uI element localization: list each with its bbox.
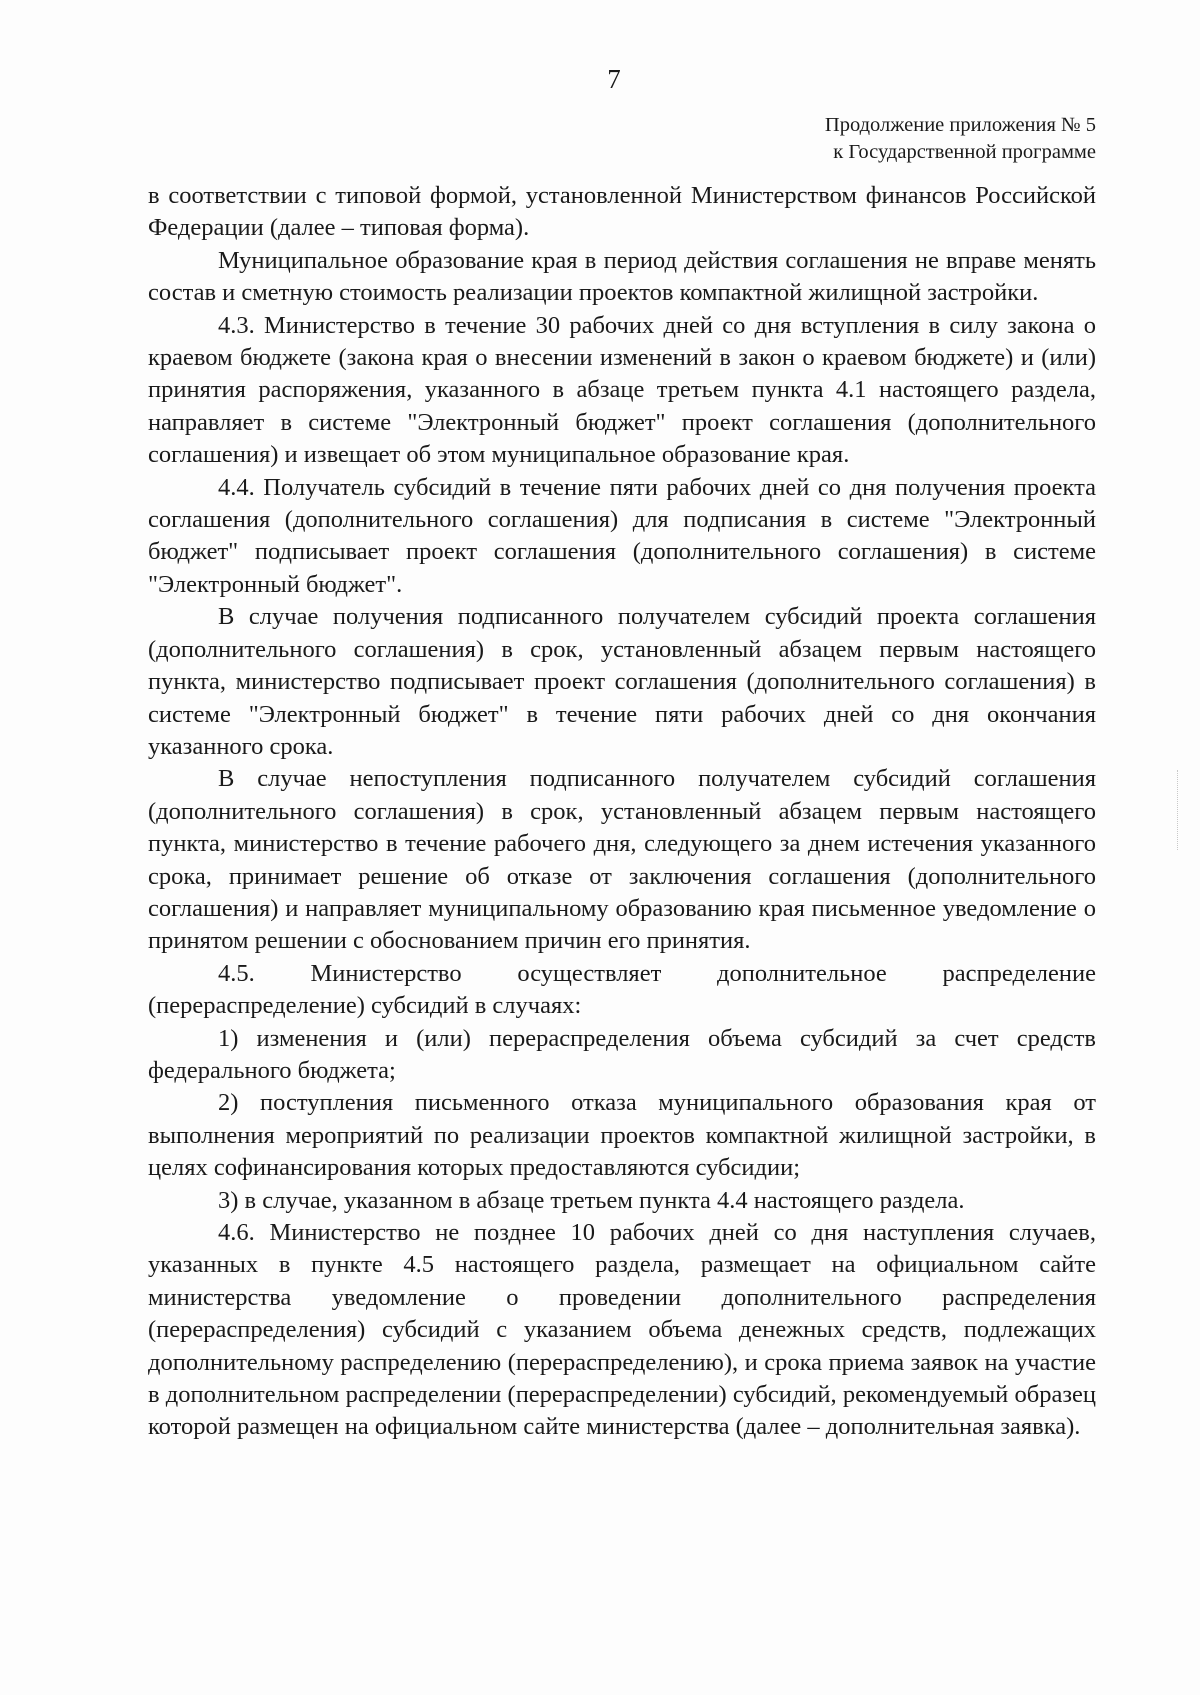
paragraph-4-4: 4.4. Получатель субсидий в течение пяти рабочих дней со дня получения проекта соглашения (дополнительного соглашения) для подписания в системе "Электронный бюджет" подписывает проект соглашения (дополнительного соглашения) в системе "Электронный бюджет". — [148, 473, 1096, 598]
appendix-header-line-2: к Государственной программе — [833, 141, 1096, 163]
paragraph-4-4-not-received: В случае непоступления подписанного получателем субсидий соглашения (дополнительного соглашения) в срок, установленный абзацем первым настоящего пункта, министерство в течение рабочего дня, следующего за днем истечения указанного срока, принимает решение об отказе от заключения соглашения (дополнительного соглашения) и направляет муниципальному образованию края письменное уведомление о принятом решении с обоснованием причин его принятия. — [148, 765, 1096, 955]
list-item-3: 3) в случае, указанном в абзаце третьем пункта 4.4 настоящего раздела. — [218, 1186, 965, 1214]
list-item-1: 1) изменения и (или) перераспределения объема субсидий за счет средств федерального бюджета; — [148, 1024, 1096, 1084]
paragraph-continuation: в соответствии с типовой формой, установленной Министерством финансов Российской Федерации (далее – типовая форма). — [148, 182, 1096, 242]
scan-margin-artifact — [1177, 770, 1180, 850]
document-body — [148, 180, 1096, 1444]
page-number: 7 — [607, 64, 621, 94]
appendix-header-line-1: Продолжение приложения № 5 — [824, 114, 1096, 136]
paragraph-4-3: 4.3. Министерство в течение 30 рабочих дней со дня вступления в силу закона о краевом бюджете (закона края о внесении изменений в закон о краевом бюджете) и (или) принятия распоряжения, указанного в абзаце третьем пункта 4.1 настоящего раздела, направляет в системе "Электронный бюджет" проект соглашения (дополнительного соглашения) и извещает об этом муниципальное образование края. — [148, 311, 1096, 469]
paragraph-4-4-signed: В случае получения подписанного получателем субсидий проекта соглашения (дополнительного соглашения) в срок, установленный абзацем первым настоящего пункта, министерство подписывает проект соглашения (дополнительного соглашения) в системе "Электронный бюджет" в течение пяти рабочих дней со дня окончания указанного срока. — [148, 603, 1096, 760]
list-item-2: 2) поступления письменного отказа муниципального образования края от выполнения мероприятий по реализации проектов компактной жилищной застройки, в целях софинансирования которых предоставляются субсидии; — [148, 1089, 1096, 1182]
paragraph-4-5: 4.5. Министерство осуществляет дополнительное распределение (перераспределение) субсидий в случаях: — [148, 959, 1096, 1020]
appendix-header — [825, 112, 1096, 166]
paragraph-4-6: 4.6. Министерство не позднее 10 рабочих дней со дня наступления случаев, указанных в пункте 4.5 настоящего раздела, размещает на официальном сайте министерства уведомление о проведении дополнительного распределения (перераспределения) субсидий с указанием объема денежных средств, подлежащих дополнительному распределению (перераспределению), и срока приема заявок на участие в дополнительном распределении (перераспределении) субсидий, рекомендуемый образец которой размещен на официальном сайте министерства (далее – дополнительная заявка). — [148, 1219, 1096, 1441]
paragraph-municipal-restriction: Муниципальное образование края в период действия соглашения не вправе менять состав и сметную стоимость реализации проектов компактной жилищной застройки. — [148, 246, 1096, 307]
